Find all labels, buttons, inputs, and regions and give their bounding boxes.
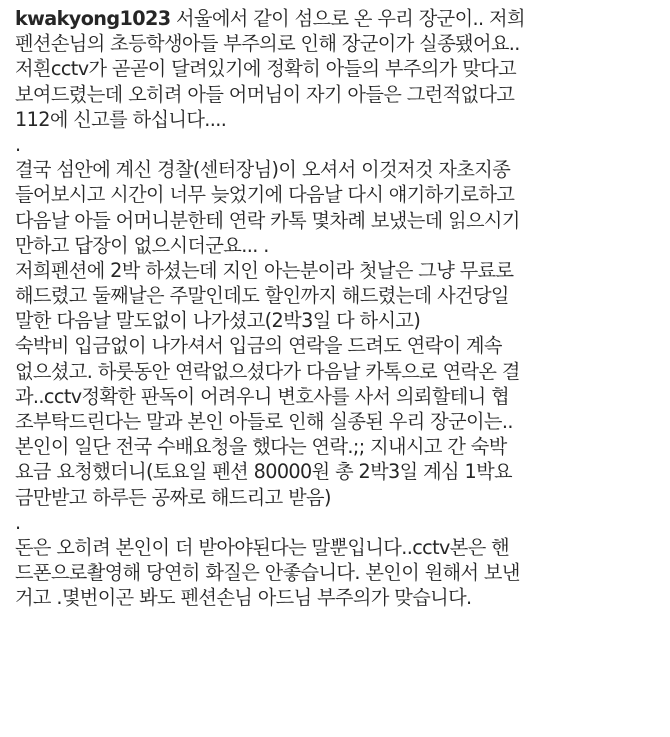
caption-line: 112에 신고를 하십니다.... [15, 107, 227, 131]
caption-line: 조부탁드린다는 말과 본인 아들로 인해 실종된 우리 장군이는.. [15, 410, 513, 433]
caption-line: 결국 섬안에 계신 경찰(센터장님)이 오셔서 이것저것 자초지종 [15, 158, 511, 182]
caption-line: 돈은 오히려 본인이 더 받아야된다는 말뿐입니다..cctv본은 핸 [15, 535, 510, 559]
caption-line: 없으셨고. 하룻동안 연락없으셨다가 다음날 카톡으로 연락온 결 [15, 359, 520, 383]
caption-line: 보여드렸는데 오히려 아들 어머님이 자기 아들은 그런적없다고 [15, 82, 515, 106]
caption-text: 서울에서 같이 섬으로 온 우리 장군이.. 저희 [170, 7, 525, 30]
caption-separator: . [15, 510, 21, 534]
caption-line: 펜션손님의 초등학생아들 부주의로 인해 장군이가 실종됐어요.. [15, 32, 520, 56]
caption-line: 만하고 답장이 없으시더군요... . [15, 233, 269, 257]
caption-line: 말한 다음날 말도없이 나가셨고(2박3일 다 하시고) [15, 309, 421, 333]
caption-line: 숙박비 입금없이 나가셔서 입금의 연락을 드려도 연락이 계속 [15, 334, 502, 358]
post-caption [15, 6, 663, 611]
username-link[interactable]: kwakyong1023 [15, 7, 171, 30]
caption-line [15, 6, 663, 31]
caption-line: 해드렸고 둘째날은 주말인데도 할인까지 해드렸는데 사건당일 [15, 284, 509, 308]
caption-line: 거고 .몇번이곤 봐도 펜션손님 아드님 부주의가 맞습니다. [15, 586, 472, 610]
caption-line: 과..cctv정확한 판독이 어려우니 변호사를 사서 의뢰할테니 협 [15, 384, 510, 408]
caption-line: 요금 요청했더니(토요일 펜션 80000원 총 2박3일 계심 1박요 [15, 460, 512, 484]
caption-line: 다음날 아들 어머니분한테 연락 카톡 몇차례 보냈는데 읽으시기 [15, 208, 520, 232]
caption-separator: . [15, 132, 21, 156]
caption-line: 드폰으로촬영해 당연히 화질은 안좋습니다. 본인이 원해서 보낸 [15, 561, 520, 585]
caption-line: 본인이 일단 전국 수배요청을 했다는 연락.;; 지내시고 간 숙박 [15, 435, 507, 459]
caption-line: 금만받고 하루든 공짜로 해드리고 받음) [15, 485, 331, 509]
caption-line: 저흰cctv가 곧곧이 달려있기에 정확히 아들의 부주의가 맞다고 [15, 57, 517, 81]
caption-line: 저희펜션에 2박 하셨는데 지인 아는분이라 첫날은 그냥 무료로 [15, 258, 514, 282]
caption-line: 들어보시고 시간이 너무 늦었기에 다음날 다시 얘기하기로하고 [15, 183, 515, 207]
